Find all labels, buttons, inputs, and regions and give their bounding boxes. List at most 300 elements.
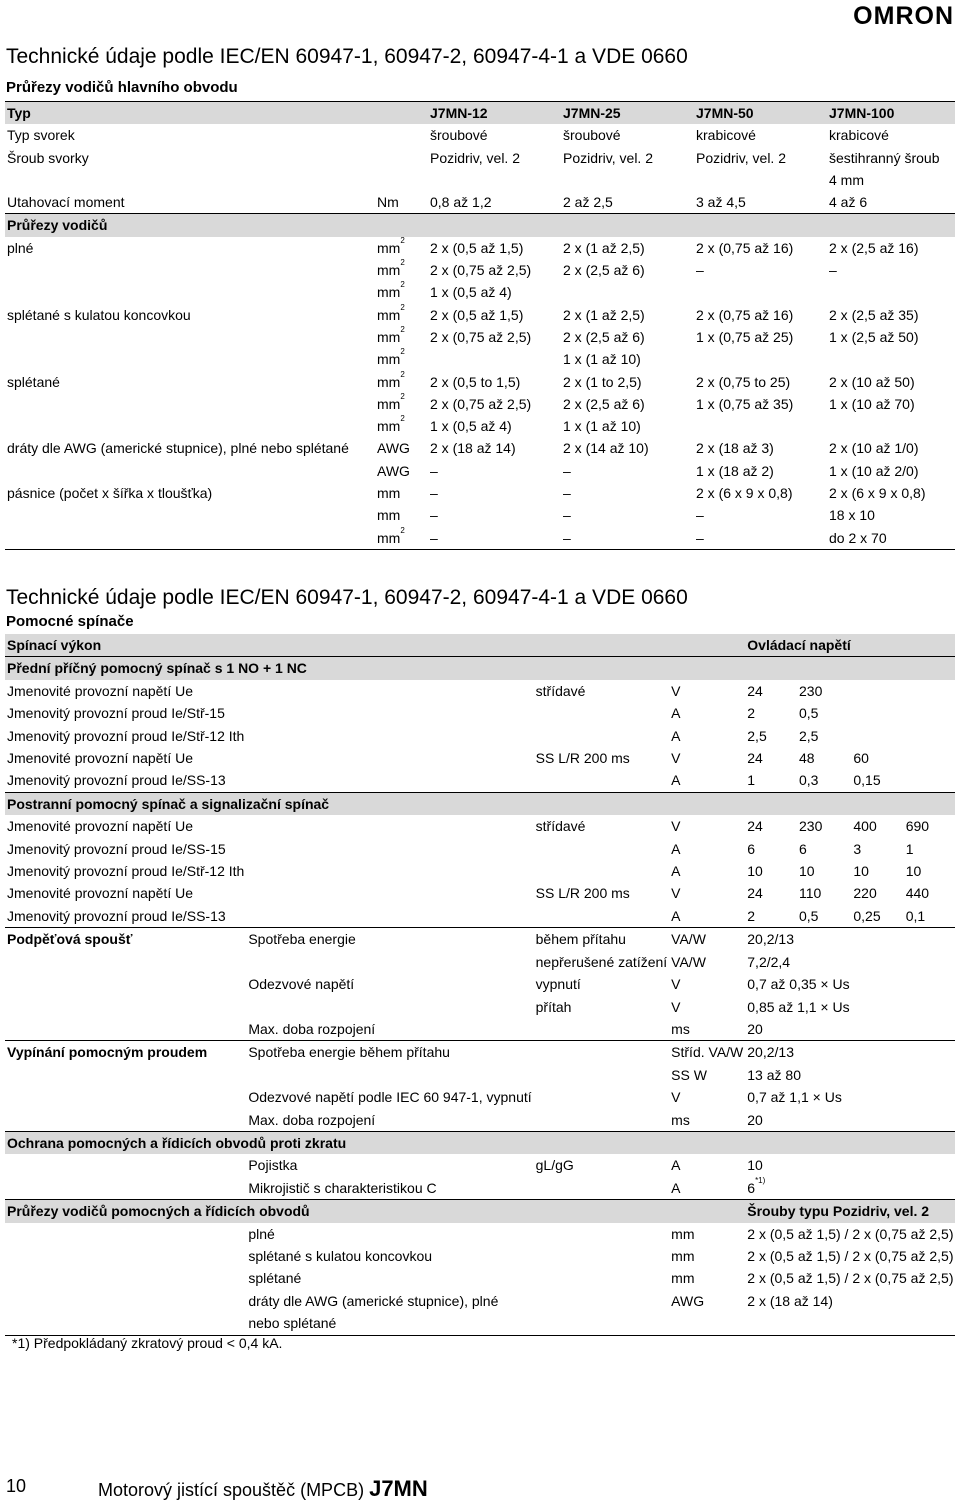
- table-cell: [561, 326, 694, 348]
- table-cell: [5, 1290, 246, 1312]
- cell-text: 20,2/13: [747, 931, 794, 948]
- cell-text: 0,8 až 1,2: [430, 194, 492, 211]
- cell-text: 1 x (18 až 2): [696, 462, 774, 479]
- table-cell: [5, 460, 375, 482]
- table-cell: [561, 504, 694, 526]
- group-label: Průřezy vodičů pomocných a řídicích obvodů: [5, 1200, 745, 1223]
- page-number: 10: [6, 1476, 27, 1496]
- table-cell: [561, 169, 694, 191]
- table-cell: [669, 973, 745, 995]
- cell-text: gL/gG: [535, 1157, 574, 1174]
- table-cell: [904, 860, 956, 882]
- cell-text: –: [696, 507, 704, 524]
- superscript: 2: [400, 324, 405, 334]
- cell-text: 0,25: [853, 907, 881, 924]
- cell-text: 2 x (18 až 14): [430, 440, 516, 457]
- table-row: [5, 996, 955, 1018]
- table-cell: [745, 838, 797, 860]
- cell-text: V: [671, 818, 681, 835]
- cell-text: 110: [799, 885, 822, 902]
- table-cell: [375, 326, 428, 348]
- table-cell: [561, 191, 694, 214]
- table-cell: [694, 102, 827, 125]
- cell-text: 24: [747, 750, 763, 767]
- table-cell: [5, 1018, 246, 1041]
- table-cell: [5, 747, 246, 769]
- table-cell: [246, 882, 533, 904]
- table-cell: [428, 237, 561, 259]
- cell-text: mm: [671, 1247, 695, 1264]
- cell-text: nepřerušené zatížení: [535, 953, 668, 970]
- cell-text: –: [563, 485, 571, 502]
- cell-text: 1 x (10 až 2/0): [829, 462, 919, 479]
- table-cell: [827, 147, 955, 169]
- table-cell: [375, 237, 428, 259]
- table-cell: [827, 415, 955, 437]
- table-cell: [5, 951, 246, 973]
- table-cell: [669, 905, 745, 928]
- cell-text: J7MN-100: [829, 105, 895, 121]
- table-row: [5, 1267, 955, 1289]
- table-cell: [797, 815, 851, 837]
- table-cell: [534, 1290, 670, 1312]
- table-cell: [5, 1064, 246, 1086]
- cell-text: Jmenovité provozní napětí Ue: [7, 682, 193, 699]
- table-cell: [246, 747, 533, 769]
- section2-title: Technické údaje podle IEC/EN 60947-1, 60947-2, 60947-4-1 a VDE 0660: [6, 586, 688, 609]
- superscript: 2: [400, 235, 405, 245]
- cell-text: mm: [377, 239, 401, 256]
- cell-text: 2 x (0,75 až 16): [696, 239, 794, 256]
- cell-text: J7MN-25: [563, 105, 621, 121]
- cell-text: 2 x (18 až 3): [696, 440, 774, 457]
- cell-text: A: [671, 727, 681, 744]
- cell-text: 2 x (2,5 až 6): [563, 328, 645, 345]
- table-cell: [534, 928, 670, 951]
- table-cell: [5, 973, 246, 995]
- cell-text: 2 x (10 až 50): [829, 373, 915, 390]
- table-cell: [428, 169, 561, 191]
- table-cell: [5, 348, 375, 370]
- table-cell: [5, 702, 246, 724]
- table-cell: [428, 504, 561, 526]
- table-row: [5, 680, 955, 702]
- cell-text: 2 x (1 až 2,5): [563, 239, 645, 256]
- table-cell: [851, 860, 903, 882]
- cell-text: 2 x (1 až 2,5): [563, 306, 645, 323]
- cell-text: 2 x (18 až 14): [747, 1292, 833, 1309]
- table-row: [5, 1177, 955, 1200]
- section1-title: Technické údaje podle IEC/EN 60947-1, 60947-2, 60947-4-1 a VDE 0660: [6, 45, 688, 68]
- table-cell: [745, 1086, 955, 1108]
- cell-text: V: [671, 750, 681, 767]
- cell-text: 2 x (6 x 9 x 0,8): [829, 485, 926, 502]
- table-cell: [246, 1312, 533, 1335]
- table-cell: [827, 102, 955, 125]
- table-cell: [534, 973, 670, 995]
- table-row: [5, 928, 955, 951]
- table-cell: [669, 928, 745, 951]
- table-row: [5, 1109, 955, 1132]
- cell-text: střídavé: [535, 818, 586, 835]
- cell-text: plné: [7, 239, 34, 256]
- table-cell: [5, 1109, 246, 1132]
- table-cell: [797, 702, 851, 724]
- cell-text: Jmenovité provozní napětí Ue: [7, 750, 193, 767]
- table-row: [5, 1290, 955, 1312]
- table-cell: [246, 996, 533, 1018]
- cell-text: 10: [747, 863, 763, 880]
- table-cell: [5, 996, 246, 1018]
- table-cell: [561, 371, 694, 393]
- table-row: [5, 326, 955, 348]
- table-cell: [375, 102, 428, 125]
- cell-text: 24: [747, 818, 763, 835]
- cell-text: 1 x (1 až 10): [563, 418, 641, 435]
- cell-text: 1 x (0,75 až 25): [696, 328, 794, 345]
- cell-text: 0,5: [799, 907, 819, 924]
- cell-text: Jmenovitý provozní proud Ie/Stř-12 Ith: [7, 863, 245, 880]
- table-cell: [694, 415, 827, 437]
- table-header-row: [5, 102, 955, 125]
- table-cell: [851, 725, 903, 747]
- table-cell: [745, 1267, 955, 1289]
- cell-text: střídavé: [535, 682, 586, 699]
- table-cell: [375, 169, 428, 191]
- table-cell: [669, 680, 745, 702]
- table-cell: [797, 680, 851, 702]
- cell-text: Vypínání pomocným proudem: [7, 1044, 208, 1061]
- table-cell: [669, 1154, 745, 1176]
- table-cell: [375, 504, 428, 526]
- cell-text: splétané s kulatou koncovkou: [7, 306, 191, 323]
- table-cell: [561, 437, 694, 459]
- table-cell: [375, 415, 428, 437]
- table-cell: [5, 504, 375, 526]
- cell-text: V: [671, 1089, 681, 1106]
- table-cell: [428, 191, 561, 214]
- table-cell: [669, 996, 745, 1018]
- table-cell: [246, 1041, 533, 1064]
- table-cell: [827, 169, 955, 191]
- table-cell: [904, 882, 956, 904]
- cell-text: 2,5: [799, 727, 819, 744]
- table-cell: [246, 680, 533, 702]
- cell-text: A: [671, 840, 681, 857]
- table-cell: [669, 1245, 745, 1267]
- cell-text: šroubové: [563, 127, 621, 144]
- cell-text: do 2 x 70: [829, 529, 887, 546]
- cell-text: J7MN-50: [696, 105, 754, 121]
- cell-text: V: [671, 976, 681, 993]
- cell-text: Jmenovité provozní napětí Ue: [7, 885, 193, 902]
- table-row: [5, 1064, 955, 1086]
- table-cell: [694, 460, 827, 482]
- table-cell: [694, 437, 827, 459]
- cell-text: mm: [377, 507, 401, 524]
- table-row: [5, 1086, 955, 1108]
- group-header-g2: [5, 792, 955, 815]
- table-cell: [561, 259, 694, 281]
- cell-text: mm: [671, 1225, 695, 1242]
- table-row: [5, 1245, 955, 1267]
- table-cell: [669, 815, 745, 837]
- group-label: Postranní pomocný spínač a signalizační spínač: [5, 792, 955, 815]
- table-row: [5, 281, 955, 303]
- table-cell: [797, 747, 851, 769]
- switching-capacity-header: [5, 634, 955, 657]
- cell-text: dráty dle AWG (americké stupnice), plné nebo splétané: [7, 440, 349, 457]
- table-cell: [561, 102, 694, 125]
- table-cell: [745, 725, 797, 747]
- table-cell: [827, 527, 955, 550]
- cell-text: 2 x (14 až 10): [563, 440, 649, 457]
- cell-text: 1 x (1 až 10): [563, 351, 641, 368]
- table-cell: [375, 124, 428, 146]
- table-cell: [246, 860, 533, 882]
- group-label-right: Ovládací napětí: [745, 634, 955, 657]
- cell-text: 0,3: [799, 772, 819, 789]
- table-cell: [694, 482, 827, 504]
- table-row: [5, 905, 955, 928]
- cell-text: 0,7 až 0,35 × Us: [747, 976, 850, 993]
- table-cell: [5, 1312, 246, 1335]
- table-cell: [904, 769, 956, 792]
- table-cell: [375, 147, 428, 169]
- table-cell: [534, 882, 670, 904]
- table-cell: [534, 1109, 670, 1132]
- table-cell: [375, 281, 428, 303]
- table-cell: [827, 482, 955, 504]
- table-cell: [534, 725, 670, 747]
- table-cell: [827, 259, 955, 281]
- table-cell: [694, 504, 827, 526]
- table-cell: [904, 838, 956, 860]
- table-cell: [827, 437, 955, 459]
- cell-text: krabicové: [696, 127, 756, 144]
- cell-text: mm: [377, 351, 401, 368]
- cell-text: Jmenovité provozní napětí Ue: [7, 818, 193, 835]
- group-header-g5: [5, 1131, 955, 1154]
- table-cell: [246, 1086, 533, 1108]
- table-cell: [428, 147, 561, 169]
- table-cell: [561, 281, 694, 303]
- cell-text: –: [430, 507, 438, 524]
- cell-text: splétané: [7, 373, 60, 390]
- table-cell: [5, 415, 375, 437]
- table-row: [5, 860, 955, 882]
- table-cell: [669, 860, 745, 882]
- table-row: [5, 725, 955, 747]
- cell-text: 2 x (1 to 2,5): [563, 373, 642, 390]
- cell-text: 6: [747, 840, 756, 857]
- cell-text: šestihranný šroub: [829, 149, 940, 166]
- cell-text: Mikrojistič s charakteristikou C: [248, 1179, 437, 1196]
- table-cell: [827, 124, 955, 146]
- cell-text: 20: [747, 1111, 763, 1128]
- table-cell: [827, 504, 955, 526]
- cell-text: Jmenovitý provozní proud Ie/SS-13: [7, 907, 226, 924]
- cell-text: 2 x (6 x 9 x 0,8): [696, 485, 793, 502]
- table-cell: [246, 725, 533, 747]
- section-label: Průřezy vodičů: [5, 214, 955, 237]
- cell-text: 2 x (0,75 až 2,5): [430, 328, 532, 345]
- table-row: [5, 304, 955, 326]
- superscript: 2: [400, 369, 405, 379]
- table-cell: [534, 1267, 670, 1289]
- cell-text: mm: [377, 418, 401, 435]
- footer-title-text: Motorový jistící spouštěč (MPCB): [98, 1480, 365, 1500]
- cell-text: SS L/R 200 ms: [535, 750, 630, 767]
- table-cell: [5, 259, 375, 281]
- cell-text: 2 x (0,5 až 1,5) / 2 x (0,75 až 2,5): [747, 1270, 954, 1287]
- table-cell: [5, 191, 375, 214]
- table-cell: [745, 1290, 955, 1312]
- table-cell: [428, 259, 561, 281]
- table-cell: [904, 680, 956, 702]
- table-cell: [5, 1245, 246, 1267]
- cell-text: Jmenovitý provozní proud Ie/Stř-12 Ith: [7, 727, 245, 744]
- table-cell: [5, 147, 375, 169]
- table-cell: [5, 769, 246, 792]
- table-cell: [669, 769, 745, 792]
- cell-text: plné: [248, 1225, 275, 1242]
- cell-text: šroubové: [430, 127, 488, 144]
- cell-text: přítah: [535, 998, 572, 1015]
- cell-text: mm: [377, 262, 401, 279]
- table-cell: [669, 1041, 745, 1064]
- table-cell: [5, 527, 375, 550]
- table-cell: [827, 237, 955, 259]
- cell-text: krabicové: [829, 127, 889, 144]
- cell-text: 0,15: [853, 772, 881, 789]
- table-row: [5, 815, 955, 837]
- cell-text: mm: [377, 485, 401, 502]
- cell-text: –: [563, 507, 571, 524]
- cell-text: Pozidriv, vel. 2: [430, 149, 520, 166]
- group-label: [5, 928, 246, 951]
- section-row: [5, 214, 955, 237]
- table-row: [5, 527, 955, 550]
- cell-text: 60: [853, 750, 869, 767]
- table-row: [5, 1312, 955, 1335]
- footnote: *1) Předpokládaný zkratový proud < 0,4 kA.: [12, 1335, 283, 1351]
- cell-text: dráty dle AWG (americké stupnice), plné: [248, 1292, 499, 1309]
- cell-text: 2 x (10 až 1/0): [829, 440, 919, 457]
- table-cell: [851, 769, 903, 792]
- table-cell: [745, 882, 797, 904]
- table-cell: [561, 460, 694, 482]
- table-cell: [246, 905, 533, 928]
- cell-text: Typ svorek: [7, 127, 75, 144]
- table-cell: [534, 747, 670, 769]
- table-cell: [669, 1109, 745, 1132]
- table-cell: [827, 393, 955, 415]
- cell-text: 2 x (0,5 až 1,5) / 2 x (0,75 až 2,5): [747, 1247, 954, 1264]
- table-cell: [669, 1064, 745, 1086]
- table-cell: [561, 393, 694, 415]
- table-cell: [694, 124, 827, 146]
- cell-text: 0,1: [905, 907, 926, 924]
- cell-text: 10: [747, 1157, 763, 1174]
- table-cell: [561, 415, 694, 437]
- superscript: 2: [400, 414, 405, 424]
- table-cell: [745, 996, 955, 1018]
- cell-text: 1: [905, 840, 914, 857]
- table-cell: [694, 348, 827, 370]
- superscript: 2: [400, 391, 405, 401]
- table-cell: [428, 281, 561, 303]
- table-cell: [5, 838, 246, 860]
- table-cell: [745, 1223, 955, 1245]
- cell-text: 1: [747, 772, 756, 789]
- cell-text: 18 x 10: [829, 507, 875, 524]
- table-row: [5, 124, 955, 146]
- table-cell: [745, 1041, 955, 1064]
- table-cell: [534, 680, 670, 702]
- table-cell: [246, 1018, 533, 1041]
- cell-text: 3 až 4,5: [696, 194, 746, 211]
- cell-text: 20,2/13: [747, 1044, 794, 1061]
- table-cell: [534, 1223, 670, 1245]
- table-cell: [534, 769, 670, 792]
- table-cell: [246, 1177, 533, 1200]
- table-cell: [694, 371, 827, 393]
- table-cell: [904, 702, 956, 724]
- table-cell: [246, 1223, 533, 1245]
- table-cell: [669, 1086, 745, 1108]
- cell-text: V: [671, 885, 681, 902]
- table-cell: [428, 304, 561, 326]
- cell-text: Nm: [377, 194, 399, 211]
- table-cell: [904, 725, 956, 747]
- table-row: [5, 259, 955, 281]
- table-cell: [669, 702, 745, 724]
- table-cell: [5, 124, 375, 146]
- cell-text: 10: [853, 863, 869, 880]
- table-cell: [561, 237, 694, 259]
- table-row: [5, 437, 955, 459]
- table-cell: [694, 281, 827, 303]
- cell-text: A: [671, 1157, 681, 1174]
- group-header-g1: [5, 657, 955, 680]
- cell-text: 10: [799, 863, 815, 880]
- cell-text: Jmenovitý provozní proud Ie/SS-13: [7, 772, 226, 789]
- table-cell: [5, 905, 246, 928]
- table-cell: [745, 973, 955, 995]
- table-cell: [669, 882, 745, 904]
- table-cell: [534, 1177, 670, 1200]
- table-cell: [534, 1086, 670, 1108]
- cell-text: 20: [747, 1020, 763, 1037]
- cell-text: pásnice (počet x šířka x tloušťka): [7, 485, 213, 502]
- cell-text: 2 x (0,75 to 25): [696, 373, 791, 390]
- cell-text: 220: [853, 885, 877, 902]
- table-row: [5, 482, 955, 504]
- table-cell: [745, 747, 797, 769]
- table-cell: [745, 680, 797, 702]
- table-cell: [428, 326, 561, 348]
- table-cell: [745, 905, 797, 928]
- cell-text: SS W: [671, 1066, 707, 1083]
- cell-text: vypnutí: [535, 976, 581, 993]
- table-cell: [561, 527, 694, 550]
- table-cell: [428, 371, 561, 393]
- table-row: [5, 504, 955, 526]
- cell-text: během přítahu: [535, 931, 626, 948]
- cell-text: –: [696, 529, 704, 546]
- table-cell: [428, 527, 561, 550]
